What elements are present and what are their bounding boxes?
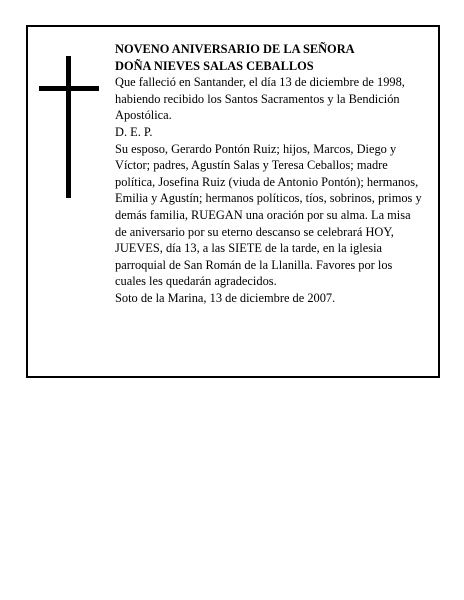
cross-horizontal-bar: [39, 86, 99, 91]
notice-heading-line2: DOÑA NIEVES SALAS CEBALLOS: [115, 58, 314, 73]
obituary-notice: [26, 25, 440, 378]
notice-body: Su esposo, Gerardo Pontón Ruiz; hijos, Marcos, Diego y Víctor; padres, Agustín Salas y Teresa Ceballos; madre política, Josefina Ruiz (viuda de Antonio Pontón); hermanos, Emilia y Agustín; hermanos políticos, tíos, sobrinos, primos y demás familia, RUEGAN una oración por su alma. La misa de aniversario por su eterno descanso se celebrará HOY, JUEVES, día 13, a las SIETE de la tarde, en la iglesia parroquial de San Román de la Llanilla. Favores por los cuales les quedarán agradecidos.: [115, 141, 422, 289]
notice-closing: Soto de la Marina, 13 de diciembre de 2007.: [115, 290, 336, 305]
notice-dep: D. E. P.: [115, 124, 153, 139]
notice-text: [115, 41, 425, 307]
cross-icon: [39, 56, 99, 198]
notice-intro: Que falleció en Santander, el día 13 de diciembre de 1998, habiendo recibido los Santos Sacramentos y la Bendición Apostólica.: [115, 75, 405, 123]
cross-vertical-bar: [66, 56, 71, 198]
notice-heading-line1: NOVENO ANIVERSARIO DE LA SEÑORA: [115, 42, 355, 56]
